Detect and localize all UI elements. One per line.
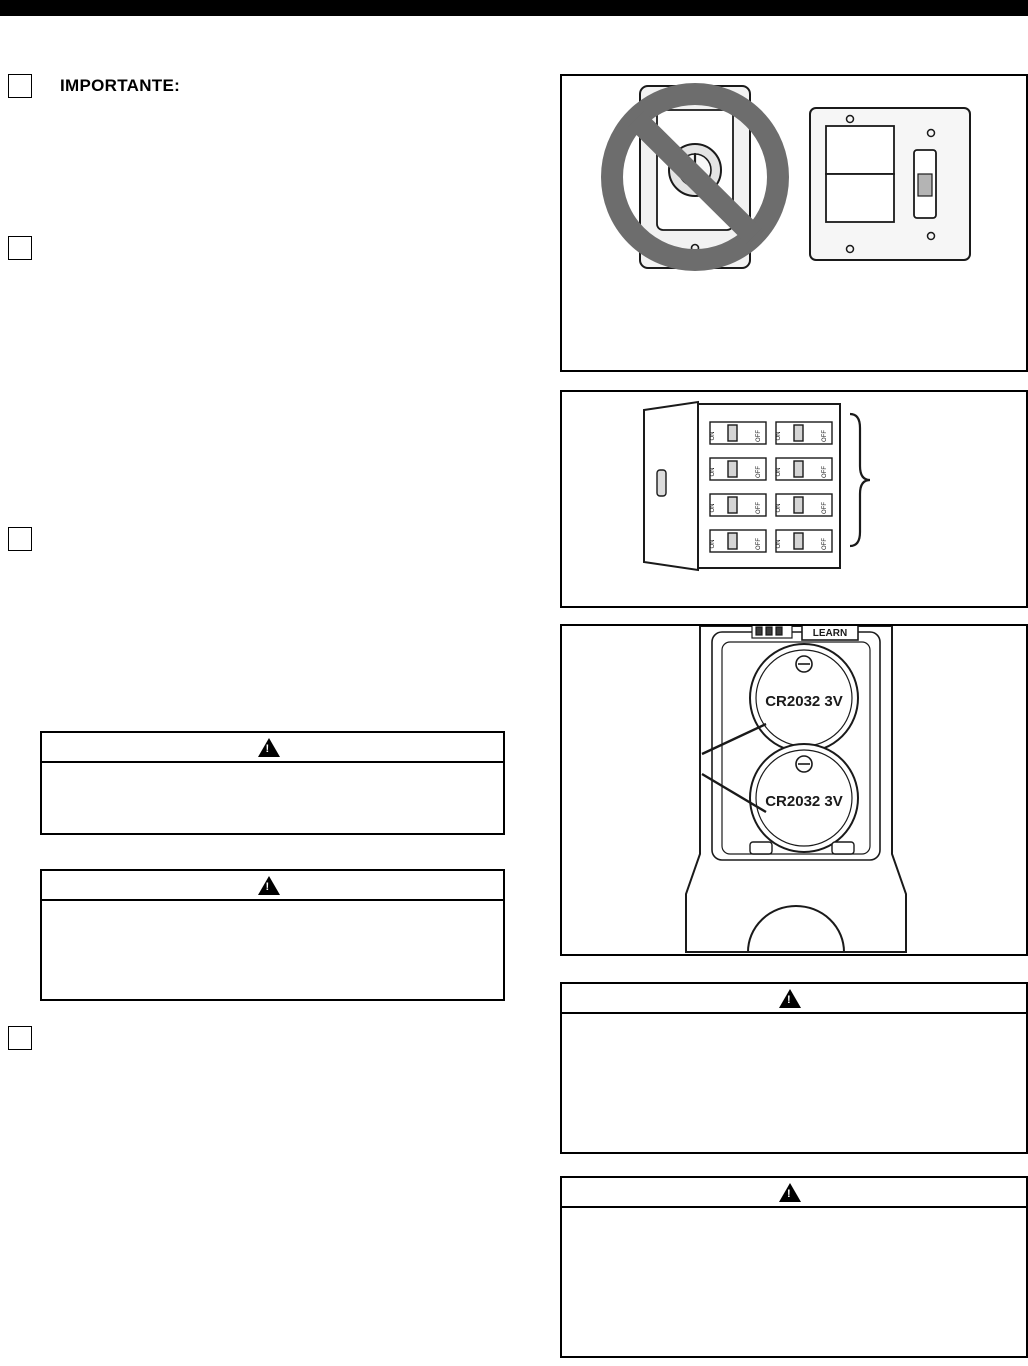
svg-text:OFF: OFF [756,502,762,514]
svg-text:CR2032 3V: CR2032 3V [765,693,843,710]
warning-triangle-icon [779,989,801,1008]
warning-right-1-header [562,984,1026,1014]
svg-text:OFF: OFF [822,502,828,514]
warning-right-2-header [562,1178,1026,1208]
svg-text:ON: ON [710,467,716,477]
svg-text:OFF: OFF [756,538,762,550]
warning-triangle-icon [258,738,280,757]
svg-text:ON: ON [710,503,716,513]
svg-text:ON: ON [710,431,716,441]
page-title: IMPORTANTE: [60,76,181,95]
svg-text:ON: ON [776,539,782,549]
warning-right-2 [560,1176,1028,1358]
svg-text:OFF: OFF [822,430,828,442]
svg-text:OFF: OFF [822,466,828,478]
step-marker-1 [8,74,32,98]
figure-battery-compartment [560,624,1028,956]
svg-text:ON: ON [776,467,782,477]
figure-wall-controls [560,74,1028,372]
svg-text:ON: ON [776,503,782,513]
page-top-rule [0,0,1028,16]
warning-left-2-header [42,871,503,901]
warning-right-1 [560,982,1028,1154]
svg-text:LEARN: LEARN [812,628,848,639]
warning-triangle-icon [258,876,280,895]
warning-right-1-body [562,1014,1026,1030]
warning-triangle-icon [779,1183,801,1202]
svg-text:CR2032 3V: CR2032 3V [765,793,843,810]
warning-left-1-header [42,733,503,763]
svg-text:ON: ON [710,539,716,549]
svg-text:OFF: OFF [756,466,762,478]
warning-left-2 [40,869,505,1001]
step-marker-2 [8,236,32,260]
warning-left-2-body [42,901,503,917]
figure-dip-switches [560,390,1028,608]
step-marker-4 [8,1026,32,1050]
warning-right-2-body [562,1208,1026,1224]
svg-text:OFF: OFF [822,538,828,550]
svg-text:ON: ON [776,431,782,441]
warning-left-1-body [42,763,503,779]
svg-text:OFF: OFF [756,430,762,442]
warning-left-1 [40,731,505,835]
step-marker-3 [8,527,32,551]
